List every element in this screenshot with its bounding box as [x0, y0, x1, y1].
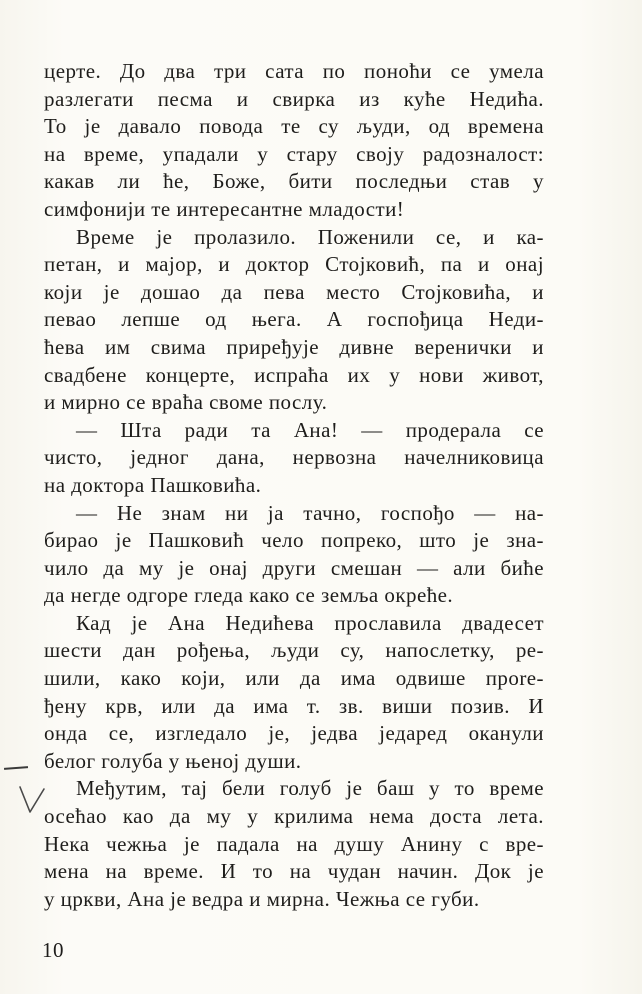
text-line: белог голуба у њеној души. — [44, 748, 302, 773]
text-line: Нека чежња је падала на душу Анину с вре- — [44, 831, 544, 856]
page-number: 10 — [42, 938, 64, 962]
text-line: у цркви, Ана је ведра и мирна. Чежња се губи. — [44, 886, 480, 911]
text-line: разлегати песма и свирка из куће Недића. — [44, 86, 544, 111]
text-line: какав ли ће, Боже, бити последњи став у — [44, 169, 544, 194]
text-line: ђену крв, или да има т. зв. виши позив. И — [44, 693, 544, 718]
text-line: шили, како који, или да има одвише прore- — [44, 666, 544, 691]
text-line: чисто, једног дана, нервозна начелниковица — [44, 445, 544, 470]
text-line: шести дан рођења, људи су, напослетку, ре- — [44, 638, 544, 663]
text-line: Међутим, тај бели голуб је баш у то време — [76, 776, 544, 801]
text-line: да негде одгоре гледа како се земља окреће. — [44, 583, 454, 608]
text-line: певао лепше од њега. А госпођица Неди- — [44, 307, 544, 332]
text-line: на време, упадали у стару своју радозналост: — [44, 141, 544, 166]
text-line: Време је пролазило. Поженили се, и ка- — [76, 224, 544, 249]
margin-pencil-dash-mark — [4, 766, 28, 769]
text-line: симфонији те интересантне младости! — [44, 196, 405, 221]
text-line: Кад је Ана Недићева прославила двадесет — [76, 610, 544, 635]
text-line: онда се, изгледало је, једва једаред оканули — [44, 721, 544, 746]
text-line: на доктора Пашковића. — [44, 472, 262, 497]
text-line: који је дошао да пева место Стојковића, и — [44, 279, 544, 304]
text-line: мена на време. И то на чудан начин. Док је — [44, 859, 544, 884]
text-line: петан, и мајор, и доктор Стојковић, па и онај — [44, 252, 544, 277]
text-line: свадбене концерте, испраћа их у нови живот, — [44, 362, 544, 387]
text-line: бирао је Пашковић чело попреко, што је зна- — [44, 528, 544, 553]
text-line: и мирно се враћа своме послу. — [44, 390, 328, 415]
text-line: — Не знам ни ја тачно, госпођо — на- — [76, 500, 544, 525]
text-line: осећао као да му у крилима нема доста лета. — [44, 804, 544, 829]
text-line: чило да му је онај други смешан — али биће — [44, 555, 544, 580]
text-line: ћева им свима приређује дивне веренички и — [44, 334, 544, 359]
text-line: — Шта ради та Ана! — продерала се — [76, 417, 544, 442]
page-body-text — [44, 58, 544, 913]
text-line: церте. До два три сата по поноћи се умела — [44, 59, 544, 83]
margin-pencil-check-mark — [18, 785, 46, 815]
text-line: То је давало повода те су људи, од времена — [44, 114, 544, 139]
